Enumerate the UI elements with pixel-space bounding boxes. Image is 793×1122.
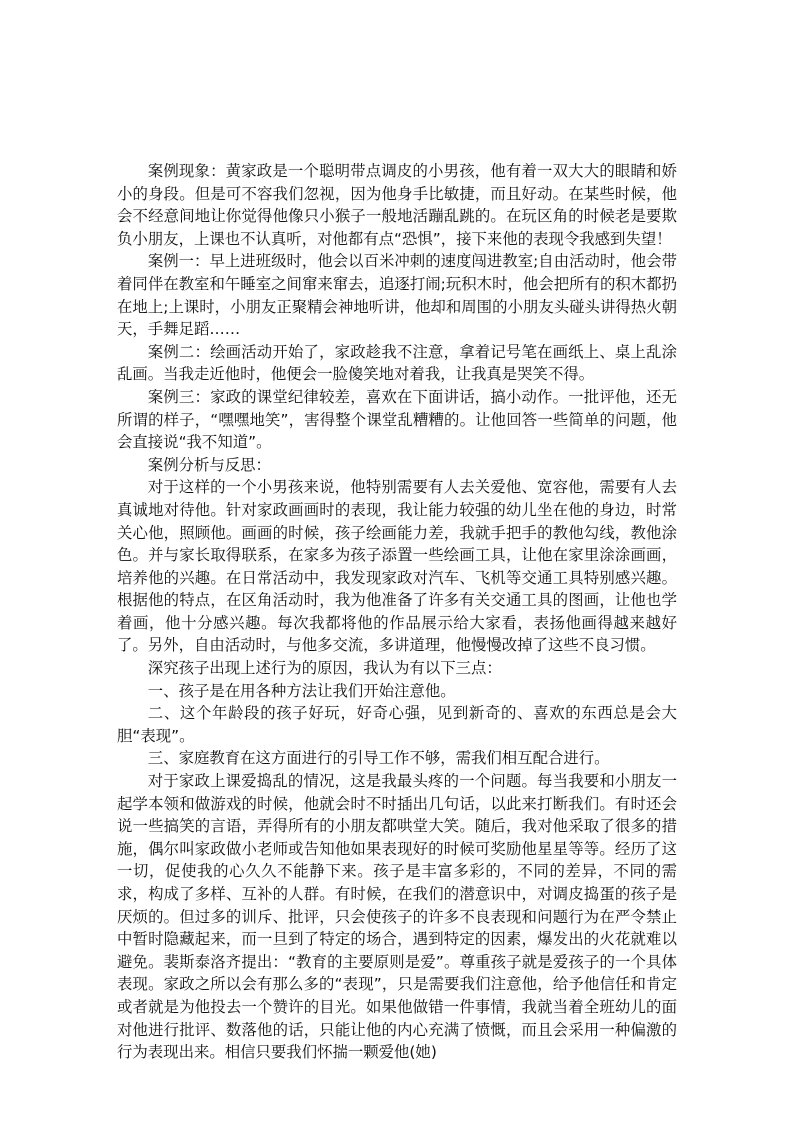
list-item-reason-three: 三、家庭教育在这方面进行的引导工作不够，需我们相互配合进行。: [147, 749, 610, 768]
list-item-reason-one: 一、孩子是在用各种方法让我们开始注意他。: [147, 681, 456, 700]
document-body: [117, 160, 677, 1064]
section-heading-analysis: 案例分析与反思：: [147, 455, 271, 474]
paragraph-case-phenomenon: 案例现象：黄家政是一个聪明带点调皮的小男孩，他有着一双大大的眼睛和娇小的身段。但是可不容我们忽视，因为他身手比敏捷，而且好动。在某些时候，他会不经意间地让你觉得他像只小猴子一般地活蹦乱跳的。在玩区角的时候老是要欺负小朋友，上课也不认真听，对他都有点“恐惧”，接下来他的表现令我感到失望！: [117, 162, 677, 248]
paragraph-case-two: 案例二：绘画活动开始了，家政趁我不注意，拿着记号笔在画纸上、桌上乱涂乱画。当我走近他时，他便会一脸傻笑地对着我，让我真是哭笑不得。: [117, 342, 677, 384]
paragraph-reasons-intro: 深究孩子出现上述行为的原因，我认为有以下三点：: [147, 659, 502, 678]
paragraph-case-three: 案例三：家政的课堂纪律较差，喜欢在下面讲话，搞小动作。一批评他，还无所谓的样子，“嘿嘿地笑”，害得整个课堂乱糟糟的。让他回答一些简单的问题，他会直接说“我不知道”。: [117, 387, 677, 452]
list-item-reason-two: 二、这个年龄段的孩子好玩，好奇心强，见到新奇的、喜欢的东西总是会大胆“表现”。: [117, 704, 677, 745]
paragraph-reflection: 对于家政上课爱捣乱的情况，这是我最头疼的一个问题。每当我要和小朋友一起学本领和做游戏的时候，他就会时不时插出几句话，以此来打断我们。有时还会说一些搞笑的言语，弄得所有的小朋友都哄堂大笑。随后，我对他采取了很多的措施，偶尔叫家政做小老师或告知他如果表现好的时候可奖励他星星等等。经历了这一切，促使我的心久久不能静下来。孩子是丰富多彩的，不同的差异，不同的需求，构成了多样、互补的人群。有时候，在我们的潜意识中，对调皮捣蛋的孩子是厌烦的。但过多的训斥、批评，只会使孩子的许多不良表现和问题行为在严令禁止中暂时隐藏起来，而一旦到了特定的场合，遇到特定的因素，爆发出的火花就难以避免。裴斯泰洛齐提出：“教育的主要原则是爱”。尊重孩子就是爱孩子的一个具体表现。家政之所以会有那么多的“表现”，只是需要我们注意他，给予他信任和肯定或者就是为他投去一个赞许的目光。如果他做错一件事情，我就当着全班幼儿的面对他进行批评、数落他的话，只能让他的内心充满了愤慨，而且会采用一种偏激的行为表现出来。相信只要我们怀揣一颗爱他(她): [117, 772, 677, 1062]
paragraph-analysis: 对于这样的一个小男孩来说，他特别需要有人去关爱他、宽容他，需要有人去真诚地对待他。针对家政画画时的表现，我让能力较强的幼儿坐在他的身边，时常关心他，照顾他。画画的时候，孩子绘画能力差，我就手把手的教他勾线，教他涂色。并与家长取得联系，在家多为孩子添置一些绘画工具，让他在家里涂涂画画，培养他的兴趣。在日常活动中，我发现家政对汽车、飞机等交通工具特别感兴趣。根据他的特点，在区角活动时，我为他准备了许多有关交通工具的图画，让他也学着画，他十分感兴趣。每次我都将他的作品展示给大家看，表扬他画得越来越好了。另外，自由活动时，与他多交流，多讲道理，他慢慢改掉了这些不良习惯。: [117, 478, 677, 655]
paragraph-case-one: 案例一：早上进班级时，他会以百米冲刺的速度闯进教室;自由活动时，他会带着同伴在教室和午睡室之间窜来窜去，追逐打闹;玩积木时，他会把所有的积木都扔在地上;上课时，小朋友正聚精会神地听讲，他却和周围的小朋友头碰头讲得热火朝天，手舞足蹈……: [117, 252, 677, 339]
